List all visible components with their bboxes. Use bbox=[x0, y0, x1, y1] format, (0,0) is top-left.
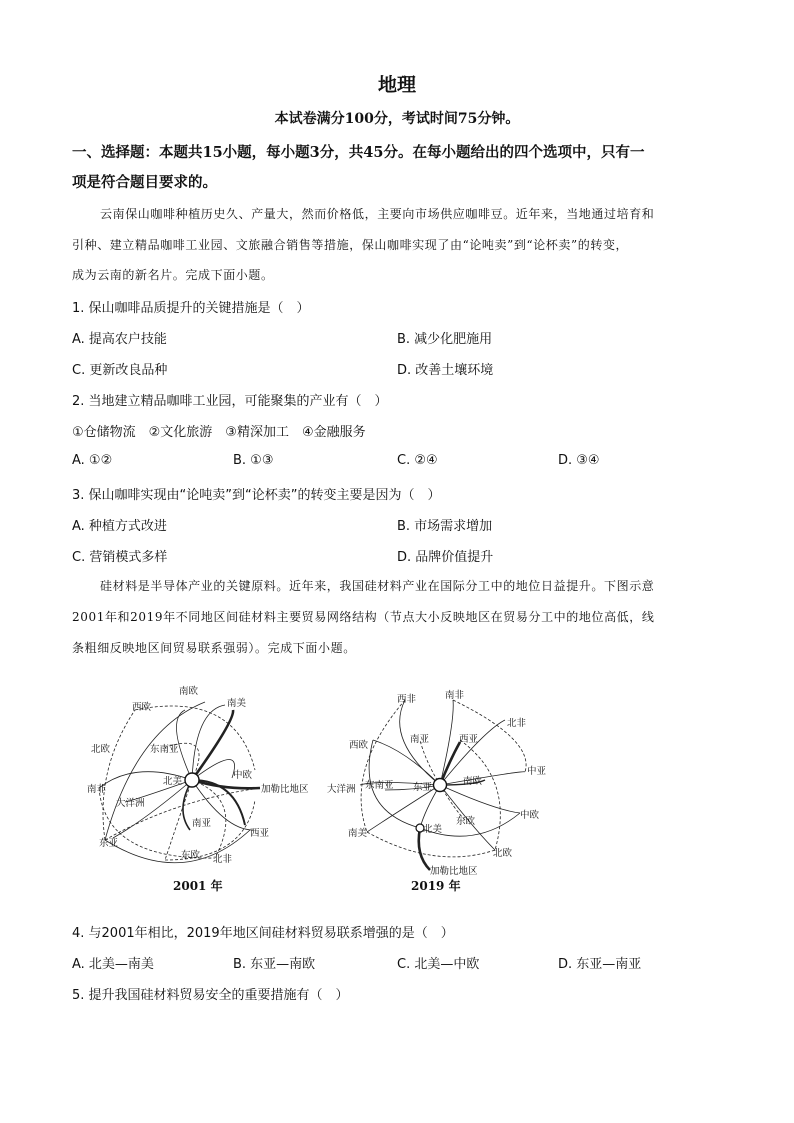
passage1-line1: 云南保山咖啡种植历史久、产量大，然而价格低，主要向市场供应咖啡豆。近年来，当地通过培育和 bbox=[100, 207, 655, 221]
north-america-node-2001 bbox=[185, 773, 199, 787]
label-2001-oceania: 大洋洲 bbox=[116, 798, 145, 809]
q4-option-a: A. 北美—南美 bbox=[72, 957, 154, 972]
trade-network-figure bbox=[75, 680, 555, 895]
label-2019-c-asia: 中亚 bbox=[527, 766, 547, 777]
q3-option-c: C. 营销模式多样 bbox=[72, 550, 168, 565]
q4-option-b: B. 东亚—南欧 bbox=[233, 957, 316, 972]
q4-option-d: D. 东亚—南亚 bbox=[558, 957, 642, 972]
q2-items: ①仓储物流 ②文化旅游 ③精深加工 ④金融服务 bbox=[72, 425, 366, 440]
label-2019-w-europe: 西欧 bbox=[349, 740, 369, 751]
east-asia-node-2019 bbox=[434, 779, 447, 792]
q3-option-d: D. 品牌价值提升 bbox=[397, 550, 494, 565]
label-2019-n-america: 北美 bbox=[423, 824, 443, 835]
q5-stem: 5. 提升我国硅材料贸易安全的重要措施有（ ） bbox=[72, 988, 349, 1003]
q2-option-d: D. ③④ bbox=[558, 453, 600, 468]
label-2001-n-africa: 北非 bbox=[213, 854, 233, 865]
label-2001-se-asia: 东南亚 bbox=[150, 744, 179, 755]
q2-option-a: A. ①② bbox=[72, 453, 113, 468]
section-heading-line1: 一、选择题：本题共15小题，每小题3分，共45分。在每小题给出的四个选项中，只有一 bbox=[72, 144, 645, 161]
section-heading-line2: 项是符合题目要求的。 bbox=[72, 174, 217, 191]
q3-option-b: B. 市场需求增加 bbox=[397, 519, 493, 534]
label-2019-s-africa: 南非 bbox=[445, 690, 465, 701]
passage1-line2: 引种、建立精品咖啡工业园、文旅融合销售等措施，保山咖啡实现了由“论吨卖”到“论杯卖”的转变， bbox=[72, 238, 629, 252]
label-2001-s-asia: 南亚 bbox=[192, 818, 212, 829]
passage2-line3: 条粗细反映地区间贸易联系强弱）。完成下面小题。 bbox=[72, 641, 356, 655]
label-2019-n-africa: 北非 bbox=[507, 718, 527, 729]
passage1-line3: 成为云南的新名片。完成下面小题。 bbox=[72, 268, 274, 282]
label-2019-se-asia: 东南亚 bbox=[365, 780, 394, 791]
label-2001-w-asia: 西亚 bbox=[250, 828, 270, 839]
label-2001-s-europe: 南欧 bbox=[179, 686, 199, 697]
page-title: 地理 bbox=[377, 74, 416, 96]
q1-option-a: A. 提高农户技能 bbox=[72, 332, 167, 347]
q2-option-b: B. ①③ bbox=[233, 453, 274, 468]
q2-option-c: C. ②④ bbox=[397, 453, 438, 468]
year-label-2001: 2001 年 bbox=[173, 879, 223, 893]
label-2019-e-asia: 东亚 bbox=[413, 782, 433, 793]
year-label-2019: 2019 年 bbox=[411, 879, 461, 893]
label-2001-w-europe: 西欧 bbox=[132, 702, 152, 713]
label-2001-s-africa: 南非 bbox=[87, 784, 107, 795]
passage2-line1: 硅材料是半导体产业的关键原料。近年来，我国硅材料产业在国际分工中的地位日益提升。下图示意 bbox=[100, 579, 655, 593]
q3-option-a: A. 种植方式改进 bbox=[72, 519, 167, 534]
label-2001-c-europe: 中欧 bbox=[233, 770, 253, 781]
label-2019-e-europe: 东欧 bbox=[456, 816, 476, 827]
q4-stem: 4. 与2001年相比，2019年地区间硅材料贸易联系增强的是（ ） bbox=[72, 926, 454, 941]
label-2001-caribbean: 加勒比地区 bbox=[261, 784, 309, 795]
label-2001-s-america: 南美 bbox=[227, 698, 247, 709]
label-2019-s-america: 南美 bbox=[348, 828, 368, 839]
label-2019-c-europe: 中欧 bbox=[520, 810, 540, 821]
passage2-line2: 2001年和2019年不同地区间硅材料主要贸易网络结构（节点大小反映地区在贸易分工中的地位高低，线 bbox=[72, 610, 655, 624]
label-2019-w-asia: 西亚 bbox=[459, 734, 479, 745]
label-2019-oceania: 大洋洲 bbox=[327, 784, 356, 795]
q3-stem: 3. 保山咖啡实现由“论吨卖”到“论杯卖”的转变主要是因为（ ） bbox=[72, 488, 441, 503]
q2-stem: 2. 当地建立精品咖啡工业园，可能聚集的产业有（ ） bbox=[72, 394, 388, 409]
label-2019-n-europe: 北欧 bbox=[493, 848, 513, 859]
exam-info: 本试卷满分100分，考试时间75分钟。 bbox=[274, 111, 520, 127]
label-2019-caribbean: 加勒比地区 bbox=[430, 866, 478, 877]
q1-option-b: B. 减少化肥施用 bbox=[397, 332, 493, 347]
label-2019-s-asia: 南亚 bbox=[410, 734, 430, 745]
label-2019-w-africa: 西非 bbox=[397, 694, 417, 705]
q1-stem: 1. 保山咖啡品质提升的关键措施是（ ） bbox=[72, 301, 310, 316]
label-2019-s-europe: 南欧 bbox=[463, 776, 483, 787]
q1-option-c: C. 更新改良品种 bbox=[72, 363, 168, 378]
q1-option-d: D. 改善土壤环境 bbox=[397, 363, 494, 378]
label-2001-e-asia: 东亚 bbox=[99, 838, 119, 849]
q4-option-c: C. 北美—中欧 bbox=[397, 957, 480, 972]
label-2001-n-europe: 北欧 bbox=[91, 744, 111, 755]
label-2001-n-america: 北美 bbox=[163, 776, 183, 787]
label-2001-e-europe: 东欧 bbox=[181, 850, 201, 861]
